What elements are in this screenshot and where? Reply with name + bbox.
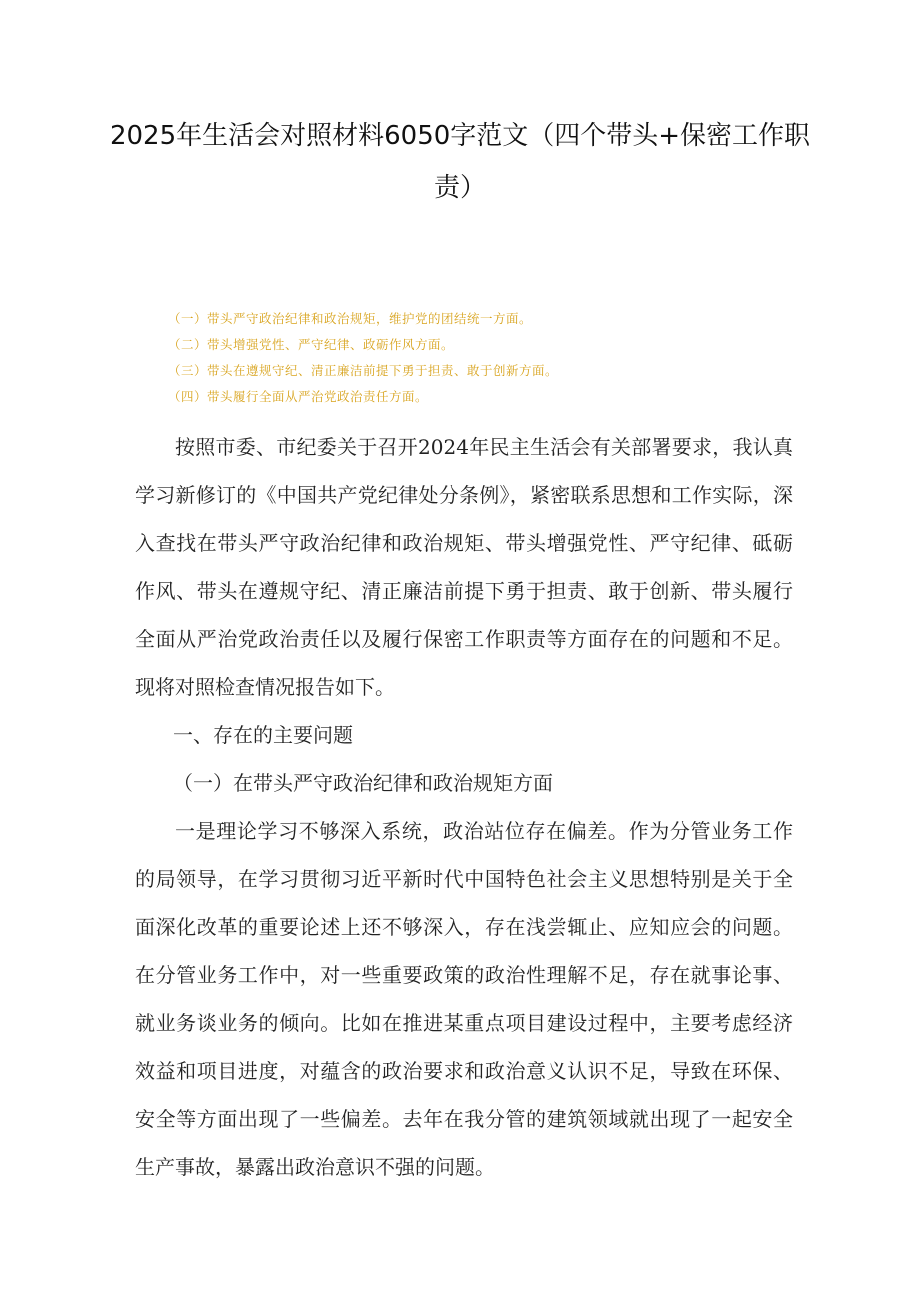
toc-item-3[interactable]: （三）带头在遵规守纪、清正廉洁前提下勇于担责、敢于创新方面。 <box>168 363 559 378</box>
toc-item-4[interactable]: （四）带头履行全面从严治党政治责任方面。 <box>168 389 429 404</box>
toc-list <box>168 306 808 410</box>
toc-item-2[interactable]: （二）带头增强党性、严守纪律、政砺作风方面。 <box>168 337 455 352</box>
document-body <box>135 423 793 1191</box>
document-title: 2025年生活会对照材料6050字范文（四个带头+保密工作职责） <box>109 121 811 203</box>
subsection-heading: （一）在带头严守政治纪律和政治规矩方面 <box>173 771 553 795</box>
point-paragraph: 一是理论学习不够深入系统，政治站位存在偏差。作为分管业务工作的局领导，在学习贯彻习近平新时代中国特色社会主义思想特别是关于全面深化改革的重要论述上还不够深入，存在浅尝辄止、应知应会的问题。在分管业务工作中，对一些重要政策的政治性理解不足，存在就事论事、就业务谈业务的倾向。比如在推进某重点项目建设过程中，主要考虑经济效益和项目进度，对蕴含的政治要求和政治意义认识不足，导致在环保、安全等方面出现了一些偏差。去年在我分管的建筑领域就出现了一起安全生产事故，暴露出政治意识不强的问题。 <box>135 819 793 1179</box>
toc-item-1[interactable]: （一）带头严守政治纪律和政治规矩，维护党的团结统一方面。 <box>168 311 533 326</box>
section-heading: 一、存在的主要问题 <box>173 723 353 747</box>
intro-paragraph: 按照市委、市纪委关于召开2024年民主生活会有关部署要求，我认真学习新修订的《中国共产党纪律处分条例》，紧密联系思想和工作实际，深入查找在带头严守政治纪律和政治规矩、带头增强党性、严守纪律、砥砺作风、带头在遵规守纪、清正廉洁前提下勇于担责、敢于创新、带头履行全面从严治党政治责任以及履行保密工作职责等方面存在的问题和不足。现将对照检查情况报告如下。 <box>135 435 793 699</box>
